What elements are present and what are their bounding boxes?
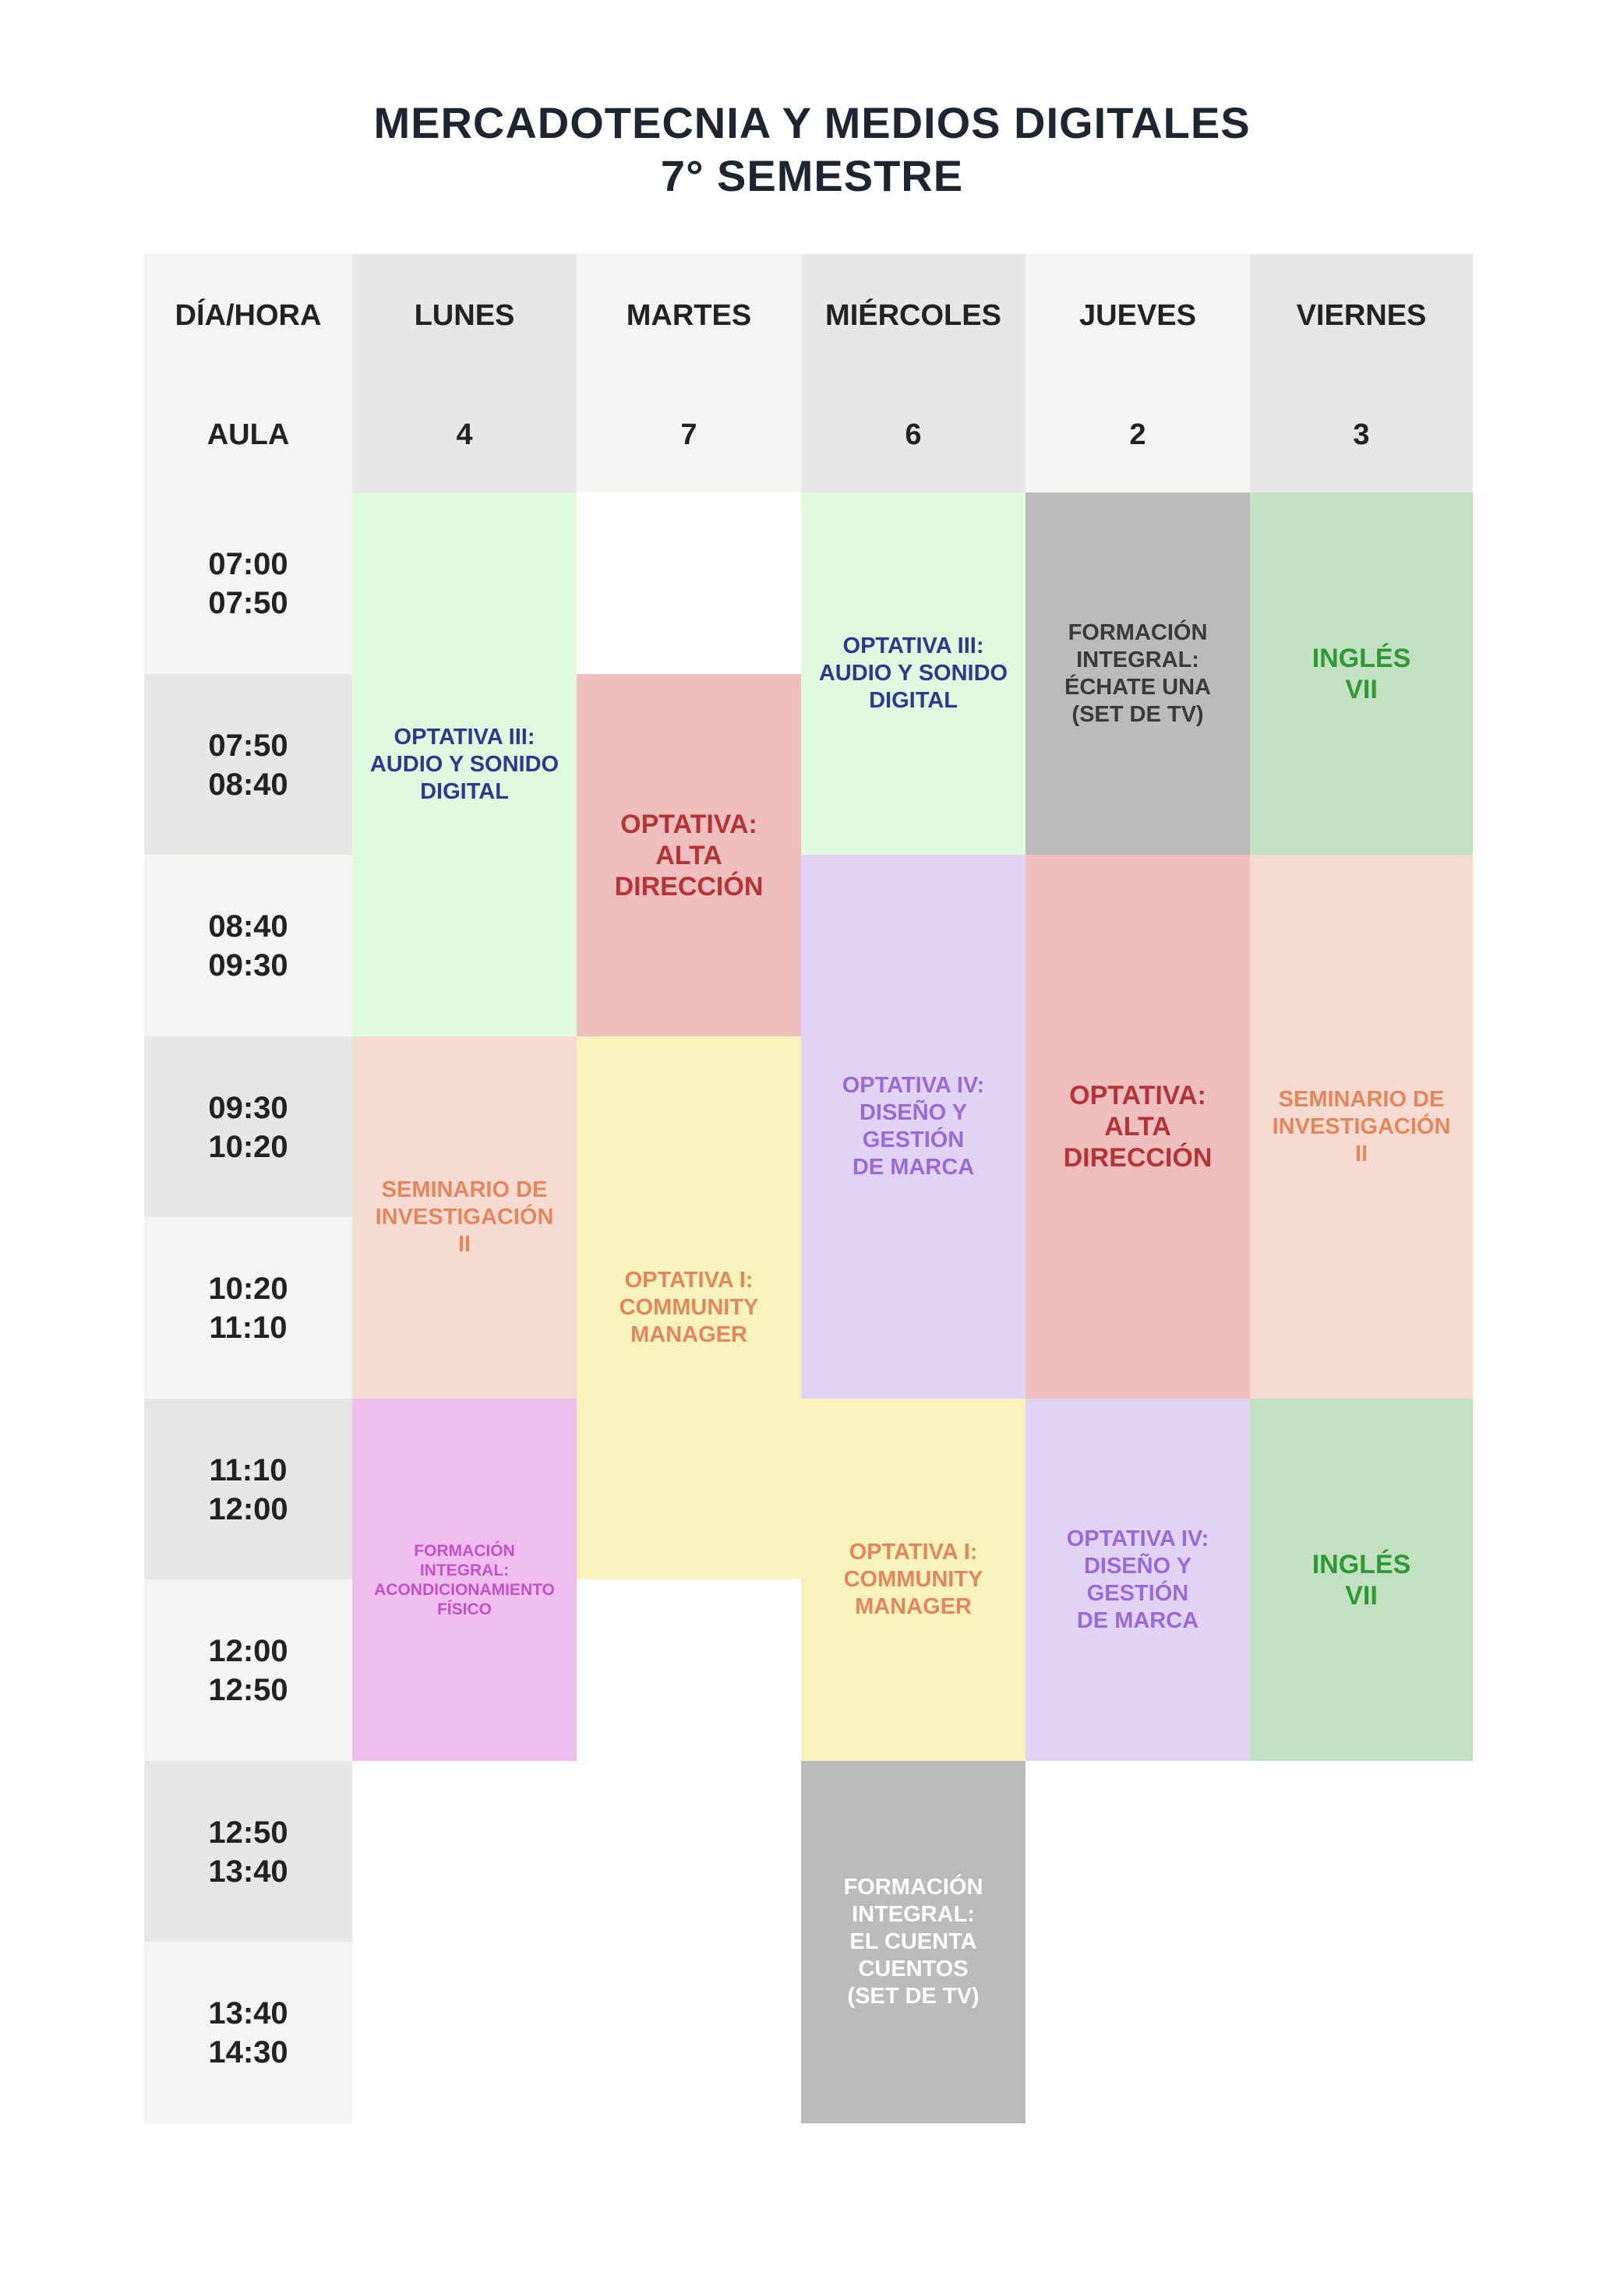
class-block (352, 1399, 577, 1761)
class-block (801, 855, 1026, 1399)
class-label-line: OPTATIVA: (1069, 1081, 1206, 1110)
time-slot (144, 1942, 352, 2124)
class-label-line: MANAGER (630, 1322, 747, 1347)
class-label-line: GESTIÓN (862, 1127, 965, 1152)
class-label-line: FORMACIÓN (1068, 619, 1208, 645)
class-label-line: ACONDICIONAMIENTO (374, 1580, 555, 1599)
class-label-line: INTEGRAL: (419, 1561, 510, 1579)
class-label-line: (SET DE TV) (847, 1984, 980, 2009)
time-slot (144, 1217, 352, 1399)
time-slot (144, 855, 352, 1037)
header-day-miércoles: MIÉRCOLES (801, 254, 1026, 378)
header-day-lunes: LUNES (352, 254, 577, 378)
time-start: 09:30 (208, 1091, 288, 1125)
class-label-line: FORMACIÓN (414, 1541, 515, 1560)
header-aula-number: 4 (352, 378, 577, 492)
class-block (1026, 855, 1250, 1399)
class-label-line: INVESTIGACIÓN (1272, 1113, 1451, 1139)
class-label-line: (SET DE TV) (1071, 701, 1204, 727)
class-label-line: OPTATIVA I: (624, 1268, 754, 1293)
class-label-line: INTEGRAL: (852, 1902, 975, 1927)
time-start: 13:40 (208, 1996, 288, 2031)
class-label-line: II (1354, 1141, 1368, 1166)
class-label-line: EL CUENTA (849, 1929, 977, 1954)
class-label-line: AUDIO Y SONIDO (818, 661, 1008, 686)
header-aula-number: 7 (577, 378, 801, 492)
class-label-line: OPTATIVA IV: (1066, 1526, 1209, 1551)
header-day-jueves: JUEVES (1026, 254, 1250, 378)
time-end: 08:40 (208, 767, 288, 802)
time-slot (144, 1036, 352, 1219)
class-block (1250, 1399, 1473, 1761)
class-block (577, 1036, 801, 1579)
class-label-line: COMMUNITY (619, 1295, 759, 1320)
class-label-line: FORMACIÓN (843, 1875, 983, 1900)
class-label-line: SEMINARIO DE (381, 1177, 548, 1202)
class-block (1026, 492, 1250, 855)
class-block (1250, 492, 1473, 855)
class-label-line: CUENTOS (858, 1957, 969, 1981)
class-label-line: VII (1345, 1580, 1378, 1611)
header-day-viernes: VIERNES (1250, 254, 1473, 378)
class-block (1026, 1399, 1250, 1761)
class-label-line: MANAGER (855, 1594, 972, 1619)
class-label-line: ÉCHATE UNA (1064, 674, 1211, 700)
time-slot (144, 1761, 352, 1943)
class-label-line: AUDIO Y SONIDO (369, 751, 560, 777)
class-label-line: DE MARCA (1076, 1607, 1199, 1633)
time-end: 07:50 (208, 586, 288, 620)
time-start: 12:50 (208, 1815, 288, 1850)
time-slot (144, 1579, 352, 1762)
time-end: 09:30 (208, 948, 288, 983)
class-block (801, 1399, 1026, 1761)
time-end: 13:40 (208, 1854, 288, 1889)
time-slot (144, 492, 352, 675)
class-label-line: DIRECCIÓN (1063, 1143, 1213, 1173)
class-label-line: INGLÉS (1312, 643, 1411, 673)
class-label-line: OPTATIVA III: (394, 724, 535, 750)
time-slot (144, 674, 352, 856)
class-label-line: INVESTIGACIÓN (375, 1205, 554, 1230)
time-start: 10:20 (208, 1272, 288, 1306)
time-end: 11:10 (209, 1311, 288, 1345)
header-day-martes: MARTES (577, 254, 801, 378)
time-end: 12:50 (208, 1673, 288, 1707)
header-aula-number: 2 (1026, 378, 1250, 492)
header-corner: DÍA/HORA (144, 254, 352, 378)
class-label-line: DE MARCA (852, 1155, 975, 1180)
time-end: 10:20 (208, 1130, 288, 1164)
class-label-line: DIRECCIÓN (614, 871, 764, 902)
class-block (801, 492, 1026, 855)
time-end: 14:30 (208, 2035, 288, 2069)
class-label-line: OPTATIVA I: (849, 1540, 978, 1565)
class-label-line: VII (1345, 674, 1378, 704)
header-aula-number: 6 (801, 378, 1026, 492)
time-start: 08:40 (208, 909, 288, 944)
class-label-line: DIGITAL (420, 778, 509, 804)
class-label-line: COMMUNITY (843, 1567, 983, 1592)
class-block (352, 1036, 577, 1399)
class-label-line: DISEÑO Y (1083, 1553, 1192, 1579)
class-label-line: INGLÉS (1312, 1549, 1411, 1579)
time-start: 12:00 (208, 1634, 288, 1668)
class-block (577, 674, 801, 1036)
class-block (352, 492, 577, 1036)
class-block (801, 1761, 1026, 2123)
title-line-2: 7° SEMESTRE (660, 151, 964, 200)
time-end: 12:00 (208, 1492, 288, 1526)
class-label-line: SEMINARIO DE (1278, 1086, 1445, 1112)
time-start: 11:10 (209, 1453, 288, 1487)
time-slot (144, 1399, 352, 1581)
class-block (1250, 855, 1473, 1399)
header-aula-number: 3 (1250, 378, 1473, 492)
class-label-line: II (457, 1232, 471, 1257)
class-label-line: OPTATIVA III: (842, 633, 984, 658)
class-label-line: ALTA (1104, 1112, 1171, 1141)
class-label-line: DISEÑO Y (859, 1100, 968, 1125)
class-label-line: OPTATIVA IV: (842, 1073, 985, 1098)
class-label-line: ALTA (655, 840, 722, 870)
time-start: 07:00 (208, 547, 288, 581)
title-line-1: MERCADOTECNIA Y MEDIOS DIGITALES (373, 98, 1251, 147)
class-label-line: FÍSICO (436, 1600, 492, 1618)
time-start: 07:50 (208, 729, 288, 763)
class-label-line: OPTATIVA: (620, 809, 757, 839)
class-label-line: INTEGRAL: (1076, 647, 1199, 672)
class-label-line: GESTIÓN (1086, 1580, 1189, 1606)
class-label-line: DIGITAL (869, 688, 958, 713)
header-aula-label: AULA (144, 378, 352, 492)
